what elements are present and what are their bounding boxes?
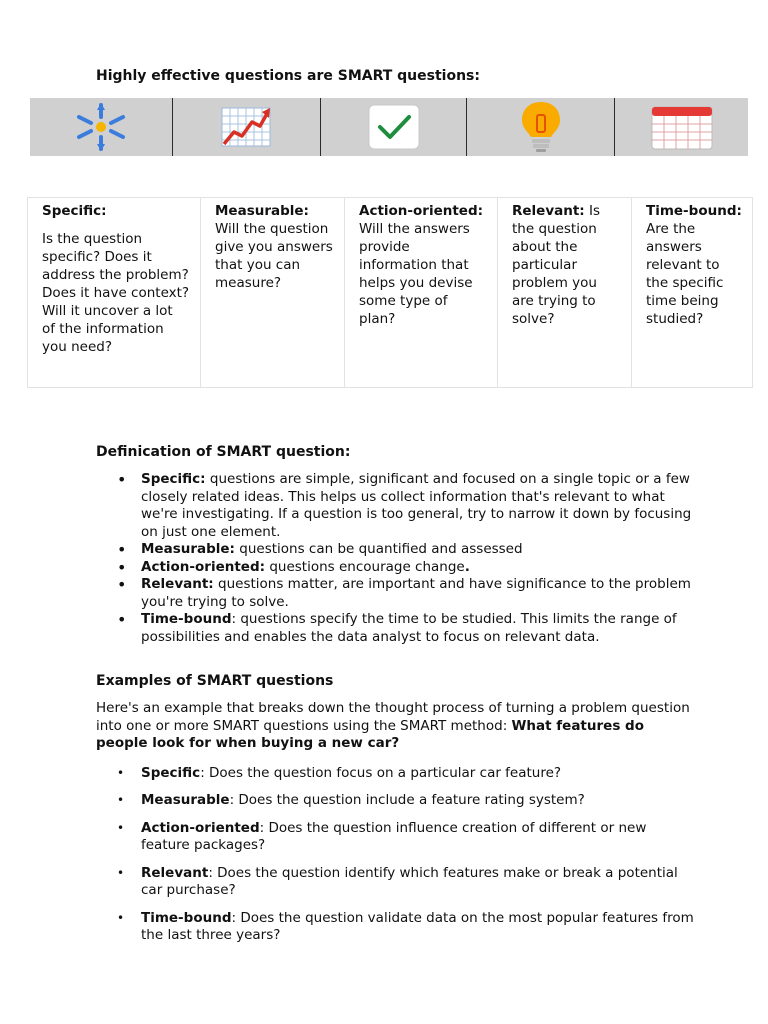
calendar-icon: [650, 103, 714, 151]
table-cell-relevant: [498, 198, 632, 387]
table-cell-action-oriented: [345, 198, 498, 387]
list-item-text: questions matter, are important and have significance to the problem you're trying to solve.: [141, 576, 691, 610]
term-relevant: Relevant:: [512, 203, 585, 219]
definition-heading: Definication of SMART question:: [96, 444, 351, 460]
list-item: [141, 910, 696, 945]
smart-icon-bar: [30, 98, 748, 156]
lightbulb-icon: [519, 99, 563, 155]
list-item-text: questions are simple, significant and focused on a single topic or a few closely related ideas. This helps us collect information that's relevant to what we're investigating. If a question is too general, try to narrow it down by focusing on just one element.: [141, 471, 692, 540]
list-item-text: : Does the question include a feature rating system?: [229, 792, 585, 808]
list-item-term: Action-oriented: [141, 819, 260, 836]
list-item-term: Time-bound: [141, 909, 232, 926]
list-item-text: questions can be quantified and assessed: [234, 541, 523, 557]
list-item-text: questions encourage change: [265, 558, 465, 575]
list-item: [141, 559, 696, 577]
list-item: [141, 576, 696, 611]
page-title: Highly effective questions are SMART questions:: [96, 68, 480, 84]
description-time-bound: Are the answers relevant to the specific time being studied?: [646, 221, 724, 327]
time-icon-cell: [615, 98, 748, 156]
list-item-period: .: [464, 558, 470, 575]
measurable-icon-cell: [173, 98, 321, 156]
list-item-term: Relevant:: [141, 576, 214, 592]
description-relevant: Is the question about the particular problem you are trying to solve?: [512, 203, 601, 327]
list-item: [141, 541, 696, 559]
relevant-icon-cell: [467, 98, 615, 156]
smart-criteria-table: [27, 197, 753, 388]
checkmark-icon: [367, 103, 421, 151]
definition-list: [96, 471, 696, 646]
list-item: [141, 471, 696, 541]
term-action-oriented: Action-oriented:: [359, 203, 484, 219]
list-item-term: Action-oriented:: [141, 558, 266, 575]
term-measurable: Measurable:: [215, 203, 309, 219]
list-item-text: : Does the question identify which features make or break a potential car purchase?: [141, 864, 678, 898]
list-item: [141, 865, 696, 900]
list-item-term: Time-bound: [141, 611, 232, 627]
examples-intro: [96, 700, 696, 753]
term-specific: Specific:: [42, 203, 107, 219]
examples-section: [96, 673, 696, 955]
examples-intro-text: Here's an example that breaks down the thought process of turning a problem question into one or more SMART questions using the SMART method:: [96, 700, 690, 734]
list-item-text: : Does the question focus on a particular car feature?: [200, 764, 562, 781]
list-item-text: : Does the question influence creation of different or new feature packages?: [141, 819, 647, 853]
term-time-bound: Time-bound:: [646, 203, 742, 219]
list-item: [141, 792, 696, 810]
list-item-text: : questions specify the time to be studied. This limits the range of possibilities and enables the data analyst to focus on relevant data.: [141, 611, 677, 645]
list-item-term: Measurable: [141, 792, 230, 808]
list-item-term: Relevant: [141, 864, 209, 881]
description-measurable: Will the question give you answers that you can measure?: [215, 221, 333, 291]
examples-heading: Examples of SMART questions: [96, 673, 334, 689]
examples-intro-question: What features do people look for when buying a new car?: [96, 717, 644, 751]
list-item-term: Specific: [141, 764, 201, 781]
chart-up-icon: [220, 104, 274, 150]
list-item-text: : Does the question validate data on the most popular features from the last three years?: [141, 909, 694, 943]
list-item-term: Specific:: [141, 471, 206, 487]
action-icon-cell: [321, 98, 467, 156]
list-item: [141, 765, 696, 783]
list-item: [141, 820, 696, 855]
table-cell-measurable: [201, 198, 345, 387]
description-specific: Is the question specific? Does it address the problem? Does it have context? Will it uncover a lot of the information you need?: [42, 231, 190, 355]
list-item-term: Measurable:: [141, 541, 235, 557]
target-burst-icon: [73, 101, 129, 153]
examples-list: [96, 765, 696, 945]
description-action-oriented: Will the answers provide information that helps you devise some type of plan?: [359, 221, 473, 327]
specific-icon-cell: [30, 98, 173, 156]
list-item: [141, 611, 696, 646]
table-cell-specific: [28, 198, 201, 387]
table-cell-time-bound: [632, 198, 752, 387]
definition-section: [96, 444, 696, 646]
